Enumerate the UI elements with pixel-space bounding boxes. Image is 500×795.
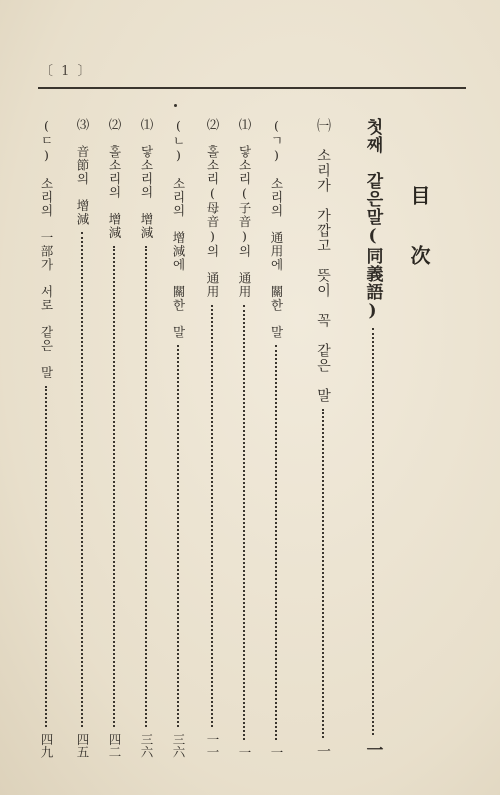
toc-entry-text: (ㄱ) 소리의 通用에 關한 말 [269, 118, 284, 339]
leader-dots [81, 232, 83, 727]
toc-entry-text: ⑴ 닿소리(子音)의 通用 [237, 118, 252, 299]
leader-dots [322, 409, 324, 738]
leader-dots [372, 328, 374, 735]
toc-entry-item-na-2 [104, 118, 124, 758]
page-number: 〔 1 〕 [40, 64, 93, 79]
leader-dots [113, 246, 115, 728]
toc-entry-page: 一 [269, 745, 284, 758]
toc-entry-page: 一一 [205, 733, 220, 758]
toc-entry-text: ㈠ 소리가 가깝고 뜻이 꼭 같은 말 [315, 118, 331, 403]
toc-entry-chapter [360, 118, 386, 758]
toc-entry-item-ga-1 [234, 118, 254, 758]
toc-entry-page: 三六 [139, 733, 154, 758]
header-rule [38, 87, 466, 89]
toc-entry-section-1 [312, 118, 334, 758]
toc-entry-text: ⑴ 닿소리의 增減 [139, 118, 154, 240]
toc-entry-text: (ㄷ) 소리의 一部가 서로 같은 말 [39, 118, 54, 380]
toc-entry-page: 一 [362, 741, 383, 758]
toc-entry-page: 一 [237, 745, 252, 758]
leader-dots [45, 386, 47, 728]
leader-dots [145, 246, 147, 728]
toc-entry-sub-na [168, 118, 188, 758]
toc-entry-text: ⑶ 音節의 增減 [75, 118, 90, 226]
toc-entry-sub-da [36, 118, 56, 758]
toc-entry-item-ga-2 [202, 118, 222, 758]
toc-entry-page: 四二 [107, 733, 122, 758]
toc-entry-sub-ga [266, 118, 286, 758]
toc-entry-page: 四九 [39, 733, 54, 758]
page-title: 目 次 [407, 185, 431, 275]
toc-entry-text: (ㄴ) 소리의 增減에 關한 말 [171, 118, 186, 339]
leader-dots [275, 345, 277, 740]
toc-entry-page: 三六 [171, 733, 186, 758]
bullet-dot [174, 104, 177, 107]
toc-entry-text: ⑵ 홀소리의 增減 [107, 118, 122, 240]
toc-entry-item-na-1 [136, 118, 156, 758]
toc-entry-text: 첫째 같은말(同義語) [362, 118, 383, 322]
toc-entry-item-na-3 [72, 118, 92, 758]
leader-dots [211, 305, 213, 728]
toc-entry-text: ⑵ 홀소리(母音)의 通用 [205, 118, 220, 299]
toc-entry-page: 四五 [75, 733, 90, 758]
leader-dots [177, 345, 179, 727]
leader-dots [243, 305, 245, 740]
toc-entry-page: 一 [315, 744, 331, 758]
